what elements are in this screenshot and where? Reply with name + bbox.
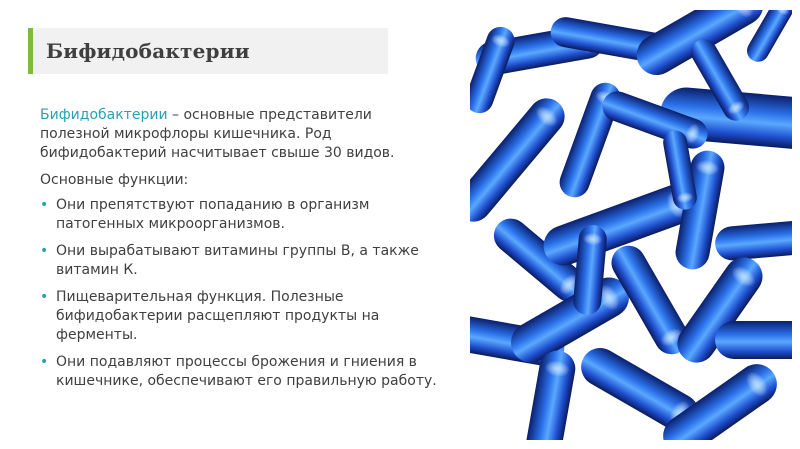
intro-text: – основные представители полезной микрофлоры кишечника. Род бифидобактерий насчитывает свыше 30 видов.	[40, 107, 395, 161]
functions-list	[40, 196, 440, 391]
bullet-dot-icon: •	[40, 197, 49, 213]
list-item	[40, 353, 440, 391]
intro-paragraph	[40, 106, 440, 163]
bullet-dot-icon: •	[40, 289, 49, 305]
list-item	[40, 288, 440, 345]
list-item-text: Пищеварительная функция. Полезные бифидобактерии расщепляют продукты на ферменты.	[56, 289, 380, 343]
intro-term: Бифидобактерии	[40, 107, 168, 123]
functions-heading: Основные функции:	[40, 172, 189, 188]
slide-body	[40, 106, 440, 399]
slide-title-bar	[28, 28, 388, 74]
bullet-dot-icon: •	[40, 354, 49, 370]
list-item-text: Они препятствуют попаданию в организм патогенных микроорганизмов.	[56, 197, 370, 232]
bacteria-illustration-icon	[470, 10, 792, 440]
title-accent-stripe	[28, 28, 33, 74]
bacteria-image	[470, 10, 792, 440]
list-item-text: Они вырабатывают витамины группы В, а также витамин К.	[56, 243, 419, 278]
list-item	[40, 196, 440, 234]
bacterium-rod	[714, 218, 792, 261]
bacterium-rod	[715, 321, 792, 359]
bullet-dot-icon: •	[40, 243, 49, 259]
list-item-text: Они подавляют процессы брожения и гниения в кишечнике, обеспечивают его правильную работу.	[56, 354, 437, 389]
slide-title: Бифидобактерии	[46, 39, 250, 63]
list-item	[40, 242, 440, 280]
